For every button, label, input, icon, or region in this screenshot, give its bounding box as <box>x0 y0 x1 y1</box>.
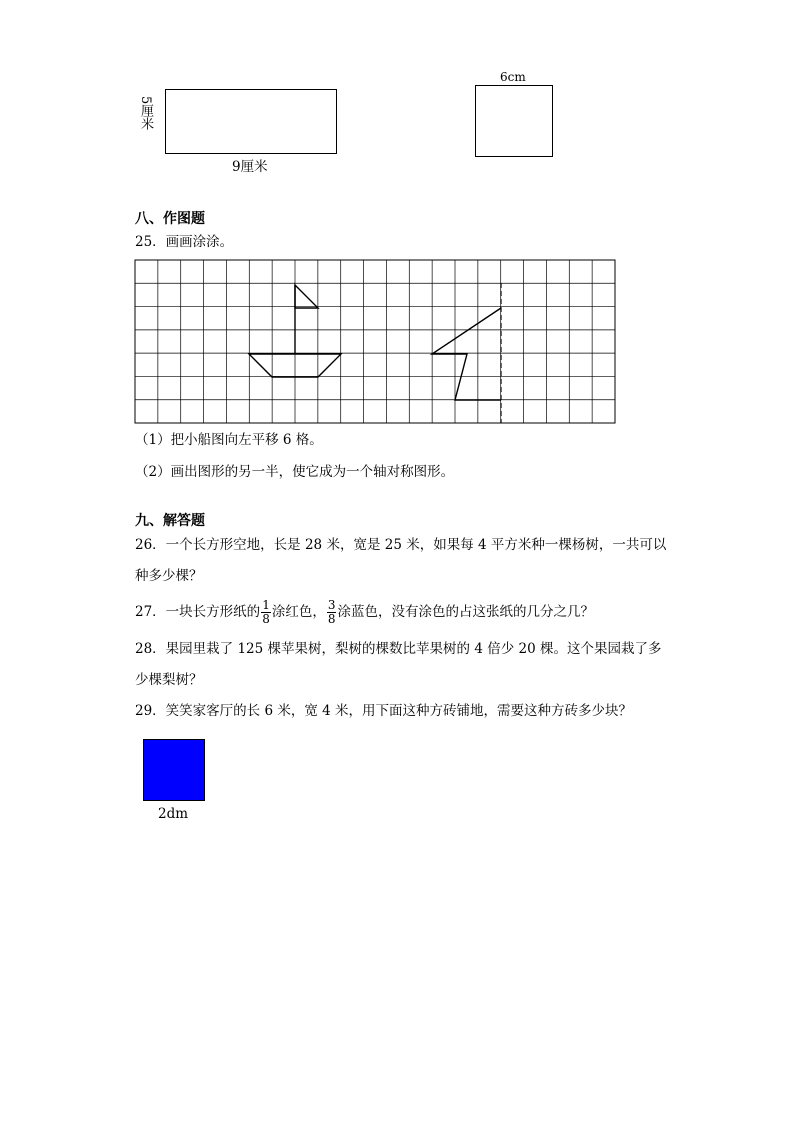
q27-before: 27．一块长方形纸的 <box>135 604 261 620</box>
rect-height-label: 5厘米 <box>138 96 153 131</box>
q25-sub1: （1）把小船图向左平移 6 格。 <box>135 432 323 448</box>
fraction-three-eighths <box>327 599 337 626</box>
grid-border <box>135 260 615 423</box>
q27-mid: 涂红色， <box>271 604 326 620</box>
frac2-denominator: 8 <box>327 611 336 626</box>
q29: 29．笑笑家客厅的长 6 米，宽 4 米，用下面这种方砖铺地，需要这种方砖多少块？ <box>135 703 633 719</box>
fraction-one-eighth <box>261 599 271 626</box>
rect-width-label: 9厘米 <box>232 159 268 175</box>
q26-line2: 种多少棵？ <box>135 568 203 584</box>
blue-square-tile <box>143 739 205 801</box>
frac2-numerator: 3 <box>327 597 336 612</box>
q26-line1: 26．一个长方形空地，长是 28 米，宽是 25 米，如果每 4 平方米种一棵杨树，一共可以 <box>135 537 667 553</box>
grid-lines <box>135 260 615 423</box>
tile-label: 2dm <box>158 806 189 822</box>
section8-title: 八、作图题 <box>135 211 205 227</box>
q28-line2: 少棵梨树？ <box>135 672 203 688</box>
q25-sub2: （2）画出图形的另一半，使它成为一个轴对称图形。 <box>135 464 455 480</box>
q27-after: 涂蓝色，没有涂色的占这张纸的几分之几？ <box>337 604 594 620</box>
square-side-label: 6cm <box>500 70 526 84</box>
section9-title: 九、解答题 <box>135 513 205 529</box>
q25-prompt: 25．画画涂涂。 <box>135 234 234 250</box>
frac1-denominator: 8 <box>262 611 270 626</box>
half-figure <box>432 308 501 400</box>
q28-line1: 28．果园里栽了 125 棵苹果树，梨树的棵数比苹果树的 4 倍少 20 棵。这个果园栽了多 <box>135 641 662 657</box>
q27 <box>135 594 594 630</box>
frac1-numerator: 1 <box>262 597 270 612</box>
